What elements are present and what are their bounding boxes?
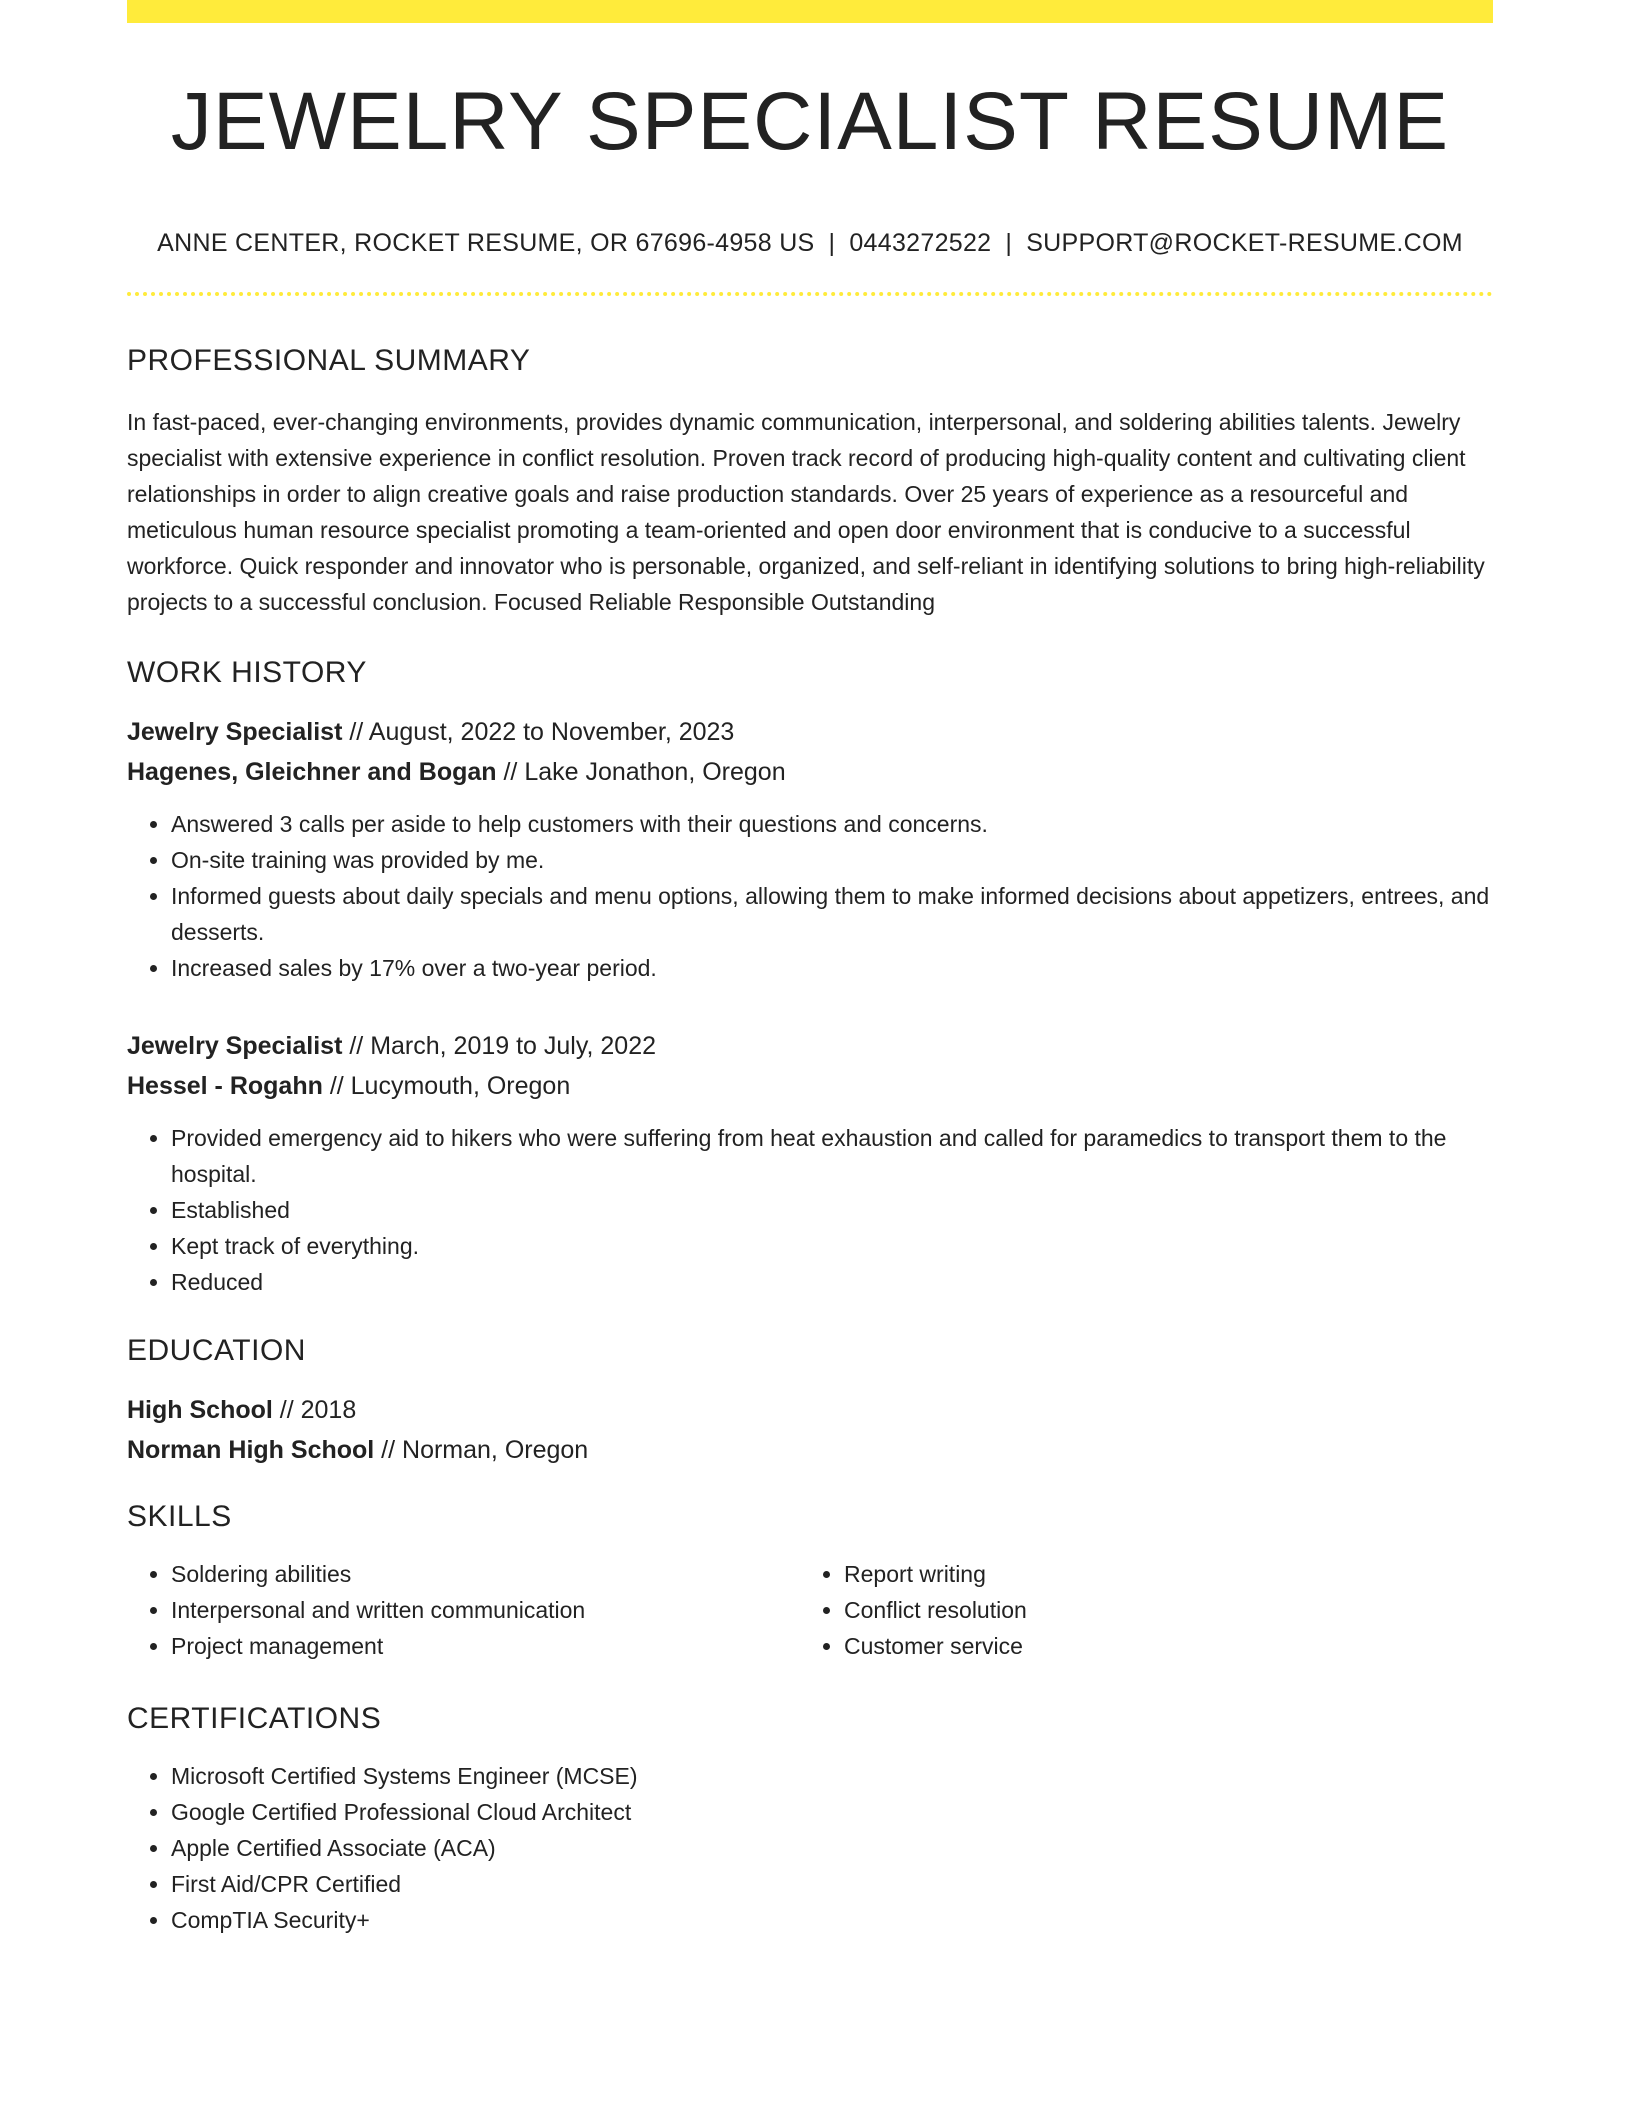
list-item: • Project management — [171, 1628, 800, 1664]
resume-page — [127, 0, 1493, 1938]
contact-phone: 0443272522 — [849, 229, 992, 257]
contact-address: ANNE CENTER, ROCKET RESUME, OR 67696-4958 US — [157, 229, 815, 257]
list-item: • Established — [171, 1192, 1493, 1228]
list-item: • Kept track of everything. — [171, 1228, 1493, 1264]
job-dates: // March, 2019 to July, 2022 — [342, 1032, 657, 1060]
job-company-line — [127, 752, 1493, 792]
list-item: • CompTIA Security+ — [171, 1902, 1493, 1938]
accent-top-bar — [127, 0, 1493, 23]
list-item: • Informed guests about daily specials and menu options, allowing them to make informed decisions about appetizers, entrees, and desserts. — [171, 878, 1493, 950]
dotted-divider — [127, 292, 1493, 296]
contact-separator: | — [1005, 229, 1013, 257]
contact-line — [127, 231, 1493, 256]
education-heading: EDUCATION — [127, 1334, 306, 1367]
resume-title: JEWELRY SPECIALIST RESUME — [170, 76, 1450, 167]
certifications-list — [127, 1758, 1493, 1938]
job-company-line — [127, 1066, 1493, 1106]
list-item: • Interpersonal and written communication — [171, 1592, 800, 1628]
list-item: • Soldering abilities — [171, 1556, 800, 1592]
job-dates: // August, 2022 to November, 2023 — [342, 718, 735, 746]
skills-column-right — [800, 1556, 1473, 1664]
list-item: • Google Certified Professional Cloud Architect — [171, 1794, 1493, 1830]
job-entry — [127, 1026, 1493, 1300]
skills-heading: SKILLS — [127, 1500, 232, 1533]
education-school: Norman High School — [127, 1436, 375, 1464]
education-entry — [127, 1390, 1493, 1470]
list-item: • Answered 3 calls per aside to help customers with their questions and concerns. — [171, 806, 1493, 842]
list-item: • Reduced — [171, 1264, 1493, 1300]
list-item: • Apple Certified Associate (ACA) — [171, 1830, 1493, 1866]
education-year: // 2018 — [272, 1396, 357, 1424]
job-location: // Lucymouth, Oregon — [322, 1072, 571, 1100]
list-item: • First Aid/CPR Certified — [171, 1866, 1493, 1902]
skills-column-left — [127, 1556, 800, 1664]
certifications-heading: CERTIFICATIONS — [127, 1702, 382, 1735]
list-item: • Microsoft Certified Systems Engineer (MCSE) — [171, 1758, 1493, 1794]
list-item: • Provided emergency aid to hikers who were suffering from heat exhaustion and called for paramedics to transport them to the hospital. — [171, 1120, 1493, 1192]
education-school-line — [127, 1430, 1493, 1470]
job-title-line — [127, 712, 1493, 752]
education-degree-line — [127, 1390, 1493, 1430]
education-degree: High School — [127, 1396, 273, 1424]
contact-email: SUPPORT@ROCKET-RESUME.COM — [1026, 229, 1463, 257]
job-location: // Lake Jonathon, Oregon — [496, 758, 786, 786]
job-company: Hessel - Rogahn — [127, 1072, 323, 1100]
skills-grid — [127, 1556, 1493, 1664]
job-entry — [127, 712, 1493, 986]
education-location: // Norman, Oregon — [374, 1436, 589, 1464]
job-bullets — [127, 1120, 1493, 1300]
list-item: • Customer service — [844, 1628, 1473, 1664]
summary-heading: PROFESSIONAL SUMMARY — [127, 344, 531, 377]
list-item: • Report writing — [844, 1556, 1473, 1592]
work-history-heading: WORK HISTORY — [127, 656, 367, 689]
list-item: • On-site training was provided by me. — [171, 842, 1493, 878]
list-item: • Increased sales by 17% over a two-year period. — [171, 950, 1493, 986]
job-title: Jewelry Specialist — [127, 1032, 343, 1060]
job-title-line — [127, 1026, 1493, 1066]
summary-text: In fast-paced, ever-changing environments, provides dynamic communication, interpersonal, and soldering abilities talents. Jewelry specialist with extensive experience in conflict resolution. Proven track record of producing high-quality content and cultivating client relationships in order to align creative goals and raise production standards. Over 25 years of experience as a resourceful and meticulous human resource specialist promoting a team-oriented and open door environment that is conducive to a successful workforce. Quick responder and innovator who is personable, organized, and self-reliant in identifying solutions to bring high-reliability projects to a successful conclusion. Focused Reliable Responsible Outstanding — [127, 409, 1485, 615]
job-company: Hagenes, Gleichner and Bogan — [127, 758, 497, 786]
job-title: Jewelry Specialist — [127, 718, 343, 746]
job-bullets — [127, 806, 1493, 986]
list-item: • Conflict resolution — [844, 1592, 1473, 1628]
contact-separator: | — [828, 229, 836, 257]
